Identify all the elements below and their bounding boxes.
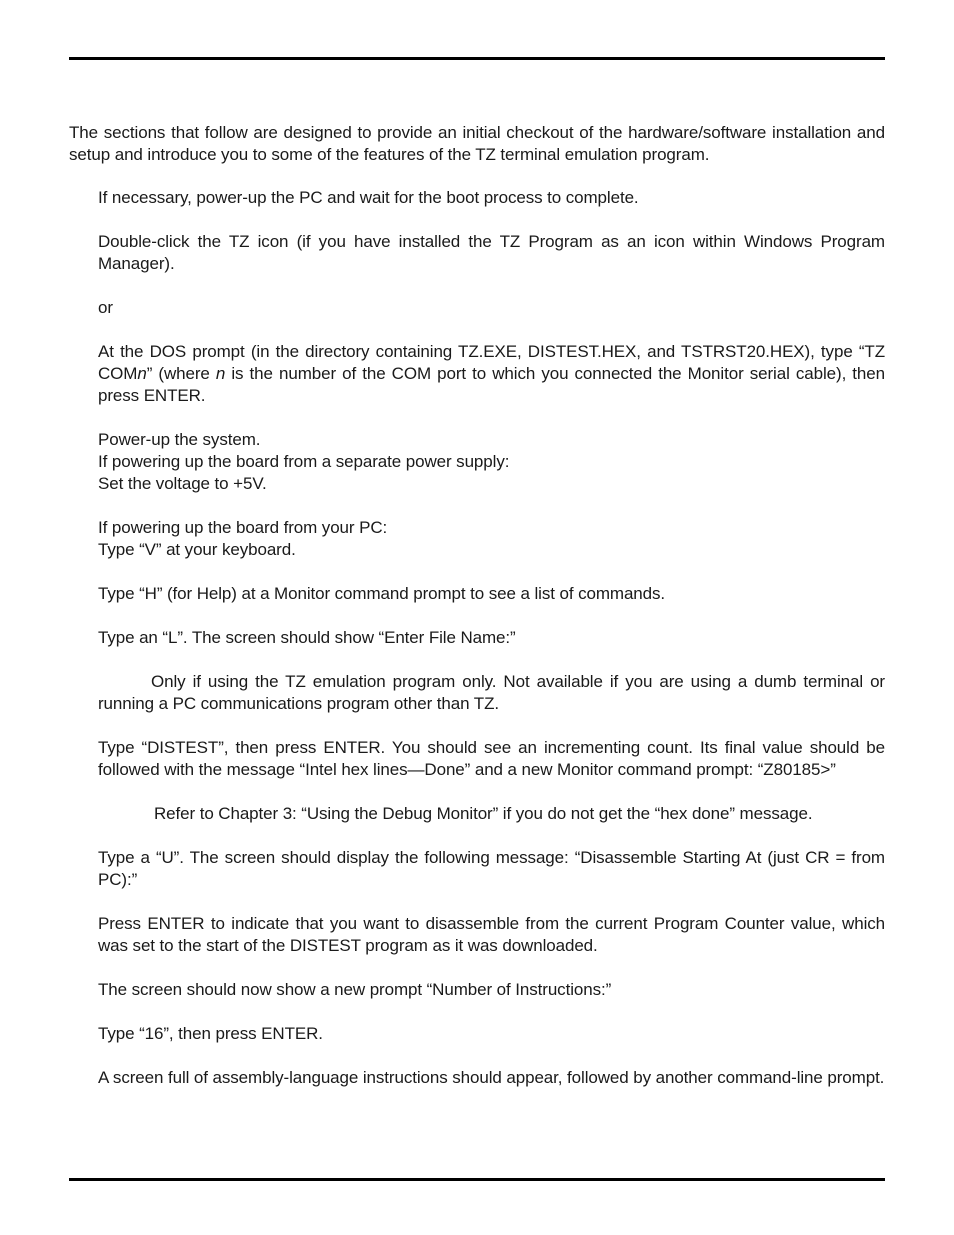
step-double-click-tz-icon: Double-click the TZ icon (if you have installed the TZ Program as an icon within Windows Program Manager). <box>98 232 885 273</box>
document-body <box>69 122 885 1089</box>
step-dos-prompt-text-c: is the number of the COM port to which you connected the Monitor serial cable), then press ENTER. <box>98 364 885 405</box>
step-power-up-system: Power-up the system. <box>98 430 261 449</box>
step-type-l: Type an “L”. The screen should show “Enter File Name:” <box>98 628 516 647</box>
step-type-h: Type “H” (for Help) at a Monitor command prompt to see a list of commands. <box>98 584 666 603</box>
step-type-u: Type a “U”. The screen should display the following message: “Disassemble Starting At (just CR = from PC):” <box>98 848 885 889</box>
step-power-up-pc: If necessary, power-up the PC and wait for the boot process to complete. <box>98 188 639 207</box>
step-screen-full: A screen full of assembly-language instructions should appear, followed by another command-line prompt. <box>98 1068 885 1087</box>
com-port-variable: n <box>137 364 147 383</box>
footer-rule <box>69 1178 885 1181</box>
step-type-16: Type “16”, then press ENTER. <box>98 1024 323 1043</box>
intro-paragraph: The sections that follow are designed to provide an initial checkout of the hardware/software installation and setup and introduce you to some of the features of the TZ terminal emulation program. <box>69 123 885 164</box>
step-type-v: Type “V” at your keyboard. <box>98 540 296 559</box>
step-press-enter: Press ENTER to indicate that you want to disassemble from the current Program Counter value, which was set to the start of the DISTEST program as it was downloaded. <box>98 914 885 955</box>
header-rule <box>69 57 885 60</box>
step-number-of-instructions: The screen should now show a new prompt “Number of Instructions:” <box>98 980 612 999</box>
step-dos-prompt-text-b: ” (where <box>146 364 216 383</box>
com-port-variable: n <box>215 364 226 383</box>
note-refer-chapter-3: Refer to Chapter 3: “Using the Debug Monitor” if you do not get the “hex done” message. <box>154 804 813 823</box>
step-separate-supply: If powering up the board from a separate power supply: <box>98 452 510 471</box>
step-dos-prompt-text-a: At the DOS prompt (in the directory containing TZ.EXE, DISTEST.HEX, and TSTRST20.HEX), type “TZ COM <box>98 342 885 383</box>
step-power-from-pc: If powering up the board from your PC: <box>98 518 388 537</box>
step-or: or <box>98 298 113 317</box>
step-dos-prompt <box>69 341 885 407</box>
note-tz-only: Only if using the TZ emulation program only. Not available if you are using a dumb terminal or running a PC communications program other than TZ. <box>98 672 885 713</box>
step-set-voltage: Set the voltage to +5V. <box>98 474 267 493</box>
step-type-distest: Type “DISTEST”, then press ENTER. You should see an incrementing count. Its final value should be followed with the message “Intel hex lines—Done” and a new Monitor command prompt: “Z80185>” <box>98 738 885 779</box>
